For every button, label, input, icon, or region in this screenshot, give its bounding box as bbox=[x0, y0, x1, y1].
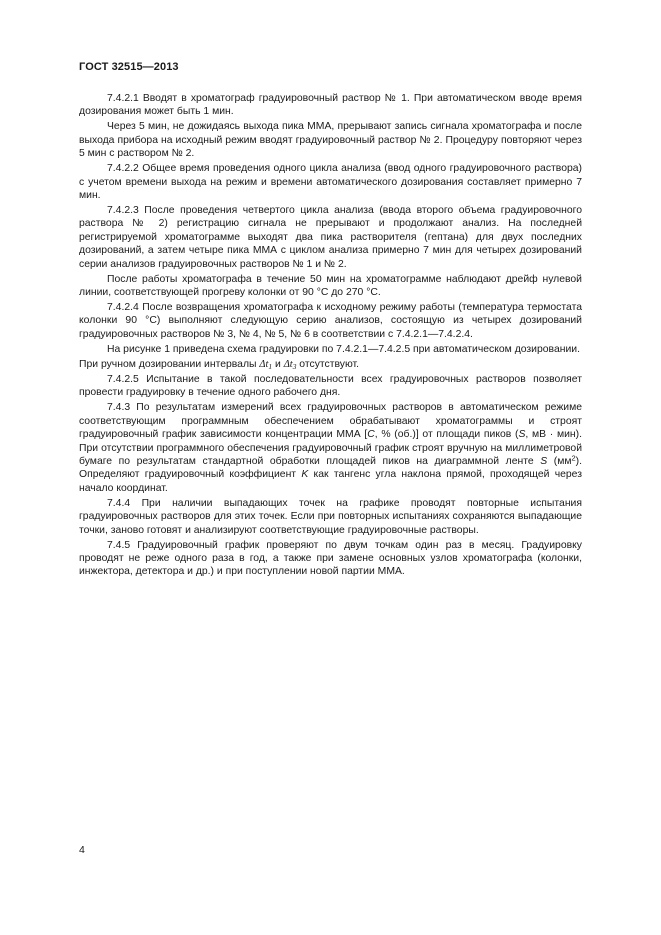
delta-t3-symbol: $\Delta t_3$ bbox=[283, 358, 297, 372]
paragraph-drift: После работы хроматографа в течение 50 мин на хроматограмме наблюдают дрейф нулевой линии, соответствующей прогреву колонки от 90 °С до 270 °С. bbox=[79, 273, 582, 299]
paragraph-7-4-5: 7.4.5 Градуировочный график проверяют по двум точкам один раз в месяц. Градуировку проводят не реже одного раза в год, а также при замене основных узлов хроматографа (колонки, инжектора, детектора и др.) и при поступлении новой партии ММА. bbox=[79, 539, 582, 578]
page-number: 4 bbox=[79, 844, 85, 856]
paragraph-7-4-2-2: 7.4.2.2 Общее время проведения одного цикла анализа (ввод одного градуировочного раствора) с учетом времени выхода на режим и времени автоматического дозирования составляет примерно 7 мин. bbox=[79, 163, 582, 202]
paragraph-7-4-3: 7.4.3 По результатам измерений всех градуировочных растворов в автоматическом режиме соответствующим программным обеспечением обрабатывают хроматограммы и строят градуировочный график зависимости концентрации ММА [C, % (об.)] от площади пиков (S, мВ · мин). При отсутствии программного обеспечения градуировочный график строят вручную на миллиметровой бумаге по результатам стандартной обработки площадей пиков на диаграммной ленте S $(мм^2)$. Определяют градуировочный коэффициент K как тангенс угла наклона прямой, проходящей через начало координат. bbox=[79, 402, 583, 494]
symbol-k: K bbox=[301, 469, 309, 481]
document-header: ГОСТ 32515—2013 bbox=[79, 61, 179, 73]
superscript-2: 2 bbox=[571, 453, 576, 463]
symbol-s-area: S bbox=[540, 455, 548, 467]
paragraph-interruption: Через 5 мин, не дожидаясь выхода пика ММА, прерывают запись сигнала хроматографа и после выхода прибора на исходный режим вводят градуировочный раствор № 2. Процедуру повторяют через 5 мин с раствором № 2. bbox=[79, 121, 582, 160]
paragraph-7-4-2-1: 7.4.2.1 Вводят в хроматограф градуировочный раствор № 1. При автоматическом вводе время дозирования может быть 1 мин. bbox=[79, 93, 582, 118]
document-body bbox=[79, 92, 582, 580]
symbol-s: S bbox=[518, 429, 526, 441]
paragraph-figure-reference: На рисунке 1 приведена схема градуировки по 7.4.2.1—7.4.2.5 при автоматическом дозировании. bbox=[107, 343, 580, 355]
paragraph-7-4-2-5: 7.4.2.5 Испытание в такой последовательности всех градуировочных растворов позволяет провести градуировку в течение одного рабочего дня. bbox=[79, 373, 582, 399]
delta-t1-symbol: $\Delta t_1$ bbox=[259, 358, 273, 372]
paragraph-7-4-2-3: 7.4.2.3 После проведения четвертого цикла анализа (ввода второго объема градуировочного раствора № 2) регистрацию сигнала не прерывают и продолжают анализ. На последней регистрируемой хроматограмме выходят два пика растворителя (гептана) для двух последних дозирований, а затем четыре пика ММА с циклом анализа примерно 7 мин для четырех дозирований серии анализов градуировочных растворов № 1 и № 2. bbox=[79, 205, 582, 270]
paragraph-manual-dosing: При ручном дозировании интервалы $\Delta t_1$ и $\Delta t_3$ отсутствуют. bbox=[79, 358, 360, 372]
paragraph-7-4-2-4: 7.4.2.4 После возвращения хроматографа к исходному режиму работы (температура термостата колонки 90 °С) выполняют следующую серию анализов, состоящую из четырех дозирований градуировочных растворов № 3, № 4, № 5, № 6 в соответствии с 7.4.2.1—7.4.2.4. bbox=[79, 302, 582, 340]
symbol-c: C bbox=[367, 429, 375, 441]
paragraph-7-4-4: 7.4.4 При наличии выпадающих точек на графике проводят повторные испытания градуировочных растворов для этих точек. Если при повторных испытаниях сохраняются выпадающие точки, заново готовят и анализируют соответствующие градуировочные растворы. bbox=[79, 497, 582, 536]
